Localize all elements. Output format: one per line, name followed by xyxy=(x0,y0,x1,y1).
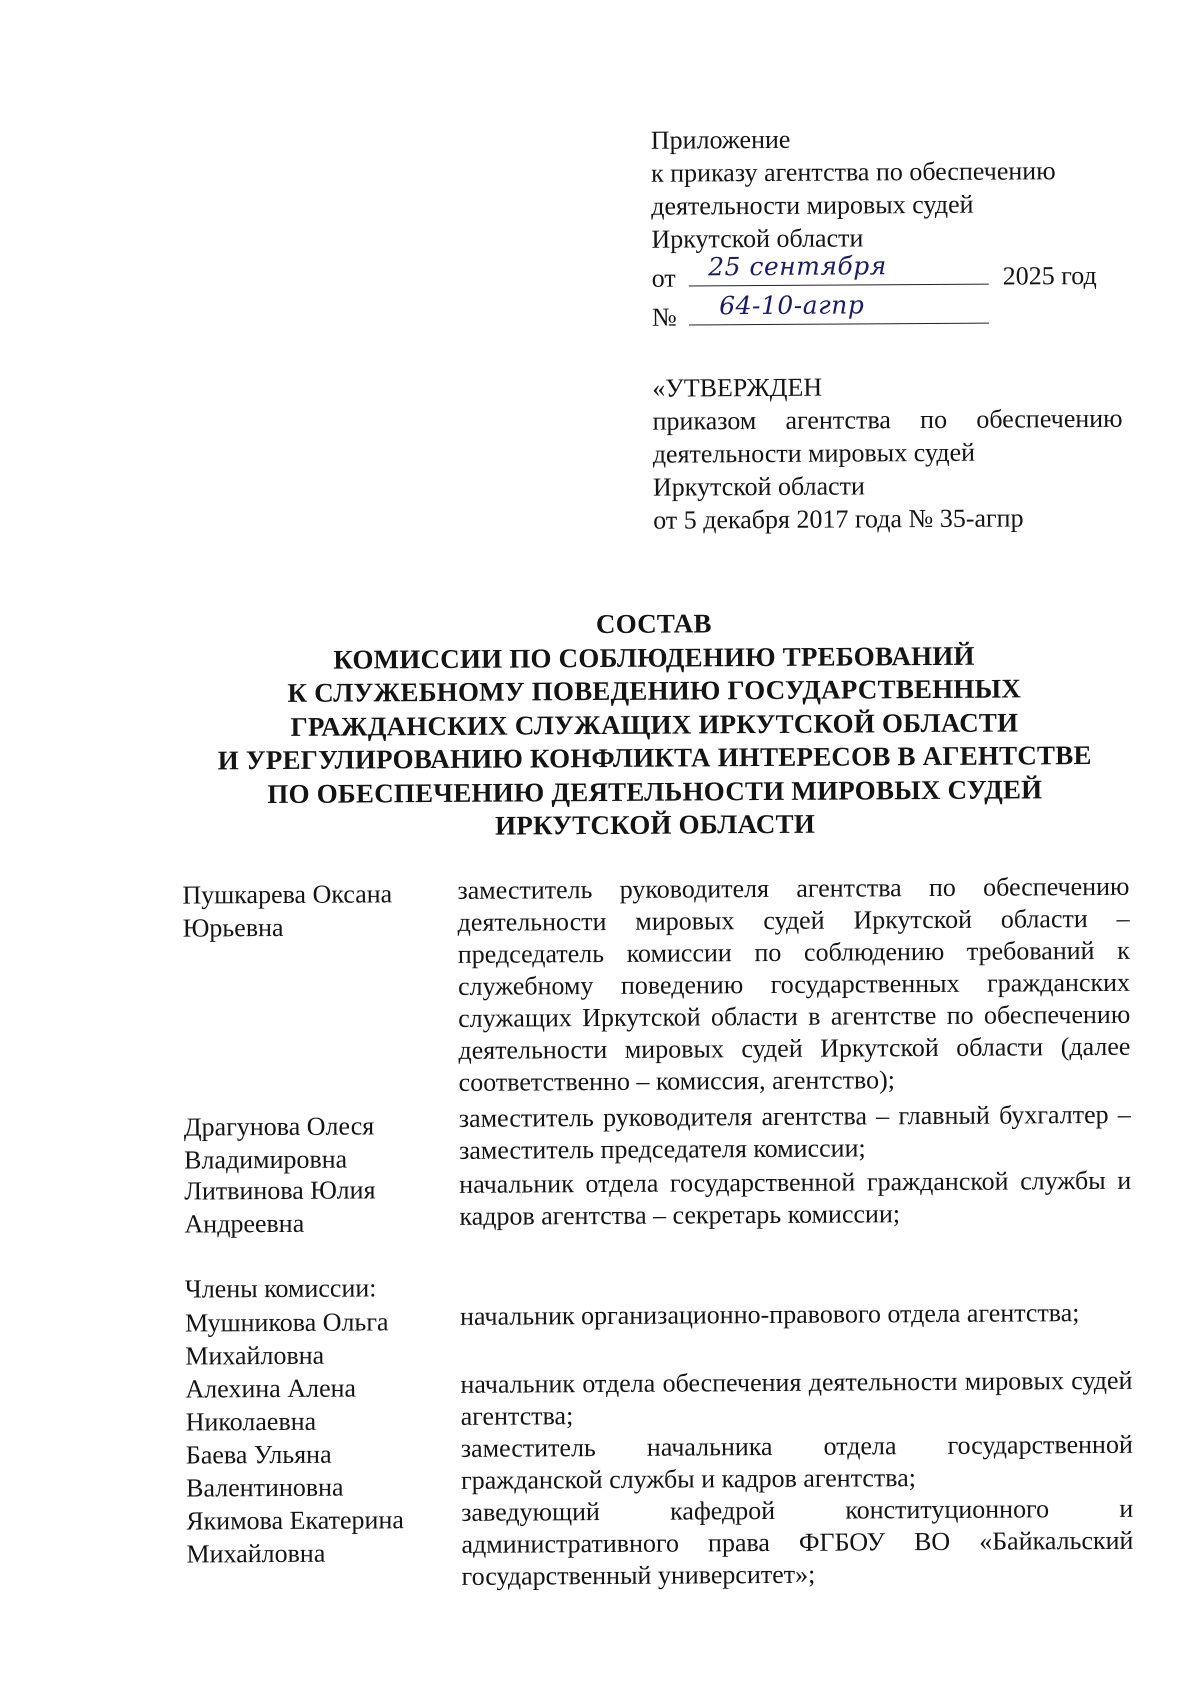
heading-line: ИРКУТСКОЙ ОБЛАСТИ xyxy=(495,808,816,841)
approved-line-1-text: приказом агентства по обеспечению xyxy=(652,403,1123,436)
heading-line: И УРЕГУЛИРОВАНИЮ КОНФЛИКТА ИНТЕРЕСОВ В АГЕНТСТВЕ xyxy=(217,740,1092,776)
approved-line-2 xyxy=(653,435,1123,471)
heading-line: ГРАЖДАНСКИХ СЛУЖАЩИХ ИРКУТСКОЙ ОБЛАСТИ xyxy=(290,706,1019,742)
name-line: Баева Ульяна xyxy=(185,1439,332,1470)
member-name-chair xyxy=(182,877,392,944)
approved-line-4: от 5 декабря 2017 года № 35-агпр xyxy=(653,503,1024,535)
name-line: Владимировна xyxy=(183,1144,348,1175)
number-prefix: № xyxy=(651,302,677,332)
commission-member-name xyxy=(185,1305,389,1372)
member-name-secretary xyxy=(184,1173,376,1240)
name-line: Валентиновна xyxy=(185,1472,344,1503)
commission-members-label: Члены комиссии: xyxy=(184,1273,377,1304)
member-role-deputy: заместитель руководителя агентства – главный бухгалтер – заместитель председателя комиссии; xyxy=(458,1099,1131,1165)
heading-line: СОСТАВ xyxy=(595,608,712,640)
appendix-line-1: к приказу агентства по обеспечению xyxy=(650,156,1056,188)
heading-line: ПО ОБЕСПЕЧЕНИЮ ДЕЯТЕЛЬНОСТИ МИРОВЫХ СУДЕЙ xyxy=(267,773,1043,809)
appendix-line-2 xyxy=(651,187,1121,223)
member-role-chair: заместитель руководителя агентства по обеспечению деятельности мировых судей Иркутской области – председатель комиссии по соблюдению требований к служебному поведению государственных гражданских служащих Иркутской области в агентстве по обеспечению деятельности мировых судей Иркутской области (далее соответственно – комиссия, агентство); xyxy=(457,871,1131,1097)
name-line: Литвинова Юлия xyxy=(184,1175,376,1206)
appendix-word: судей xyxy=(912,189,974,220)
number-fill-line xyxy=(689,290,989,326)
name-line: Михайловна xyxy=(186,1538,326,1569)
handwritten-date: 25 сентября xyxy=(708,251,887,282)
name-line: Михайловна xyxy=(185,1340,325,1371)
name-line: Николаевна xyxy=(185,1406,317,1437)
name-line: Андреевна xyxy=(184,1208,305,1239)
commission-member-role: начальник организационно-правового отдела агентства; xyxy=(459,1298,1080,1331)
name-line: Пушкарева Оксана xyxy=(182,879,393,910)
appendix-number-row xyxy=(652,292,1122,334)
approved-block xyxy=(652,369,1123,537)
member-name-deputy xyxy=(184,1109,375,1176)
approved-line-1 xyxy=(652,402,1122,438)
date-suffix: 2025 год xyxy=(1002,260,1097,291)
appendix-title: Приложение xyxy=(650,124,791,155)
member-role-secretary: начальник отдела государственной гражданской службы и кадров агентства – секретарь комиссии; xyxy=(459,1165,1132,1231)
name-line: Алехина Алена xyxy=(185,1373,357,1404)
approved-word: судей xyxy=(913,437,976,468)
appendix-block xyxy=(651,121,1122,334)
commission-member-role: начальник отдела обеспечения деятельности мировых судей агентства; xyxy=(460,1365,1133,1431)
appendix-word: мировых xyxy=(806,190,906,220)
approved-title: «УТВЕРЖДЕН xyxy=(652,372,823,403)
name-line: Якимова Екатерина xyxy=(186,1505,404,1536)
commission-member-role: заместитель начальника отдела государственной гражданской службы и кадров агентства; xyxy=(460,1429,1133,1495)
approved-word: деятельности xyxy=(652,438,802,469)
date-prefix: от xyxy=(651,263,676,293)
document-heading xyxy=(104,604,1200,845)
name-line: Драгунова Олеся xyxy=(183,1111,375,1142)
heading-line: К СЛУЖЕБНОМУ ПОВЕДЕНИЮ ГОСУДАРСТВЕННЫХ xyxy=(287,673,1022,708)
commission-member-role: заведующий кафедрой конституционного и административного права ФГБОУ ВО «Байкальский государственный университет»; xyxy=(461,1493,1134,1591)
approved-word: мировых xyxy=(808,438,908,468)
name-line: Юрьевна xyxy=(182,912,284,943)
heading-line: КОМИССИИ ПО СОБЛЮДЕНИЮ ТРЕБОВАНИЙ xyxy=(333,640,975,675)
approved-line-3: Иркутской области xyxy=(652,471,865,502)
handwritten-number: 64-10-агпр xyxy=(719,290,865,321)
commission-member-name xyxy=(185,1372,356,1439)
commission-member-name xyxy=(186,1438,344,1505)
appendix-line-3: Иркутской области xyxy=(651,223,864,254)
appendix-word: деятельности xyxy=(651,190,801,221)
name-line: Мушникова Ольга xyxy=(184,1307,389,1338)
date-fill-line xyxy=(688,251,988,287)
commission-member-name xyxy=(186,1503,404,1570)
